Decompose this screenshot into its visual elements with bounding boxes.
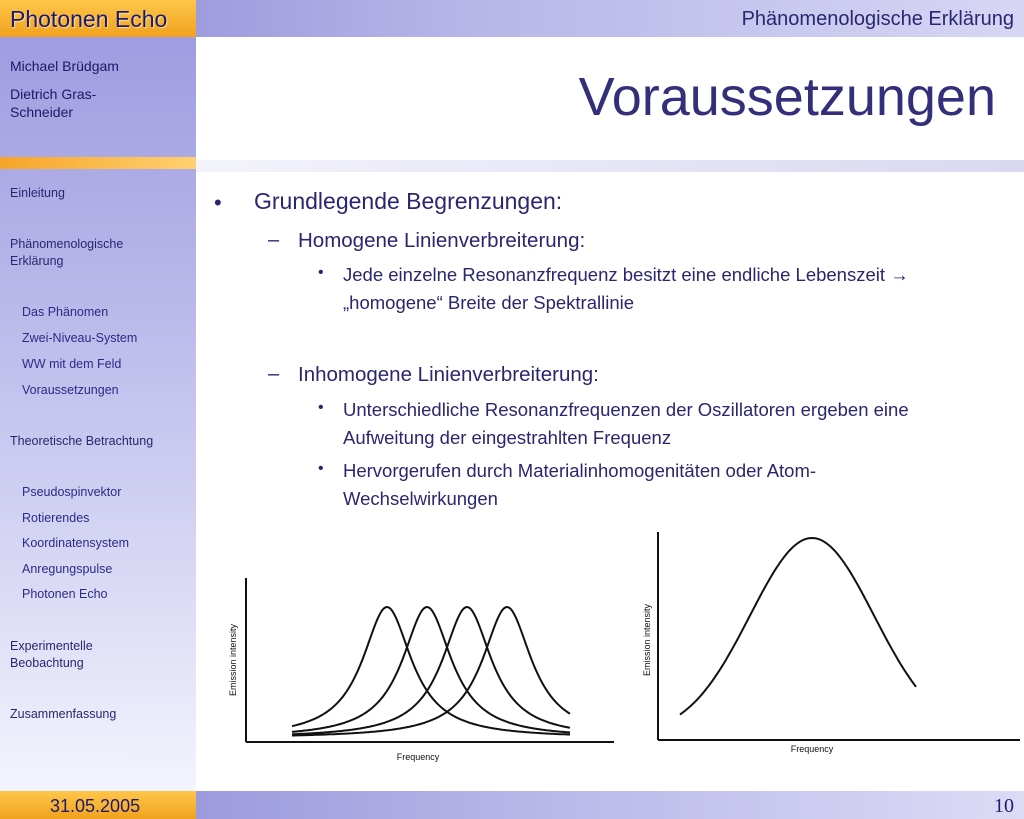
section-title: Phänomenologische Erklärung: [741, 8, 1014, 30]
figure-homogeneous-lines: [222, 570, 622, 770]
nav-item-zusammenfassung[interactable]: Zusammenfassung: [10, 707, 117, 721]
sidebar-separator: [0, 157, 196, 169]
nav-item-zwei-niveau-system[interactable]: Zwei-Niveau-System: [22, 331, 138, 345]
bullet-dot: •: [318, 399, 324, 416]
page-number: 10: [994, 795, 1014, 817]
presentation-logo: Photonen Echo: [10, 6, 168, 32]
nav-item-einleitung[interactable]: Einleitung: [10, 186, 65, 200]
y-axis-label: Emission intensity: [642, 603, 652, 677]
text-homogeneous-item: Jede einzelne Resonanzfrequenz besitzt eine endliche Lebenszeit → „homogene“ Breite der Spektrallinie: [343, 264, 909, 313]
title-divider: [196, 160, 1024, 172]
bullet-dot: •: [318, 460, 324, 477]
author-name: Michael Brüdgam: [10, 58, 119, 74]
gaussian-envelope-curve: [680, 538, 916, 715]
nav-item-rotierendes[interactable]: Rotierendes: [22, 511, 90, 525]
text-inhomogeneous-item: Hervorgerufen durch Materialinhomogenitäten oder Atom-Wechselwirkungen: [343, 460, 817, 509]
bullet-dot: •: [214, 190, 222, 215]
nav-item-pseudospinvektor[interactable]: Pseudospinvektor: [22, 485, 122, 499]
nav-item-experimentelle-beobachtung[interactable]: Experimentelle Beobachtung: [10, 639, 93, 670]
nav-item-photonen-echo[interactable]: Photonen Echo: [22, 587, 108, 601]
sub-heading-inhomogeneous: Inhomogene Linienverbreiterung:: [298, 363, 599, 386]
y-axis-label: Emission intensity: [228, 623, 238, 697]
nav-item-ww-mit-dem-feld[interactable]: WW mit dem Feld: [22, 357, 122, 371]
nav-item-phaenomenologische-erklaerung[interactable]: Phänomenologische Erklärung: [10, 237, 124, 268]
x-axis-label: Frequency: [396, 752, 440, 762]
lorentzian-curves: [292, 607, 570, 735]
x-axis-label: Frequency: [790, 744, 834, 754]
bullet-dot: •: [318, 264, 324, 281]
nav-item-das-phaenomen[interactable]: Das Phänomen: [22, 305, 109, 319]
dash-bullet: –: [268, 363, 280, 385]
sub-heading-homogeneous: Homogene Linienverbreiterung:: [298, 229, 586, 252]
nav-item-theoretische-betrachtung[interactable]: Theoretische Betrachtung: [10, 434, 154, 448]
nav-item-koordinatensystem[interactable]: Koordinatensystem: [22, 536, 130, 550]
dash-bullet: –: [268, 229, 280, 251]
nav-item-voraussetzungen[interactable]: Voraussetzungen: [22, 383, 119, 397]
text-inhomogeneous-item: Unterschiedliche Resonanzfrequenzen der Oszillatoren ergeben eine Aufweitung der eingestrahlten Frequenz: [343, 399, 909, 448]
figure-inhomogeneous-line: [640, 530, 1020, 760]
author-name: Dietrich Gras-Schneider: [10, 86, 97, 120]
date-box: [0, 791, 196, 819]
slide-title: Voraussetzungen: [578, 67, 996, 127]
bullet-heading: Grundlegende Begrenzungen:: [254, 188, 563, 214]
nav-item-anregungspulse[interactable]: Anregungspulse: [22, 562, 113, 576]
logo-box: [0, 0, 196, 37]
sidebar: [0, 37, 196, 791]
author-list: [10, 57, 190, 131]
presentation-date: 31.05.2005: [50, 796, 141, 816]
